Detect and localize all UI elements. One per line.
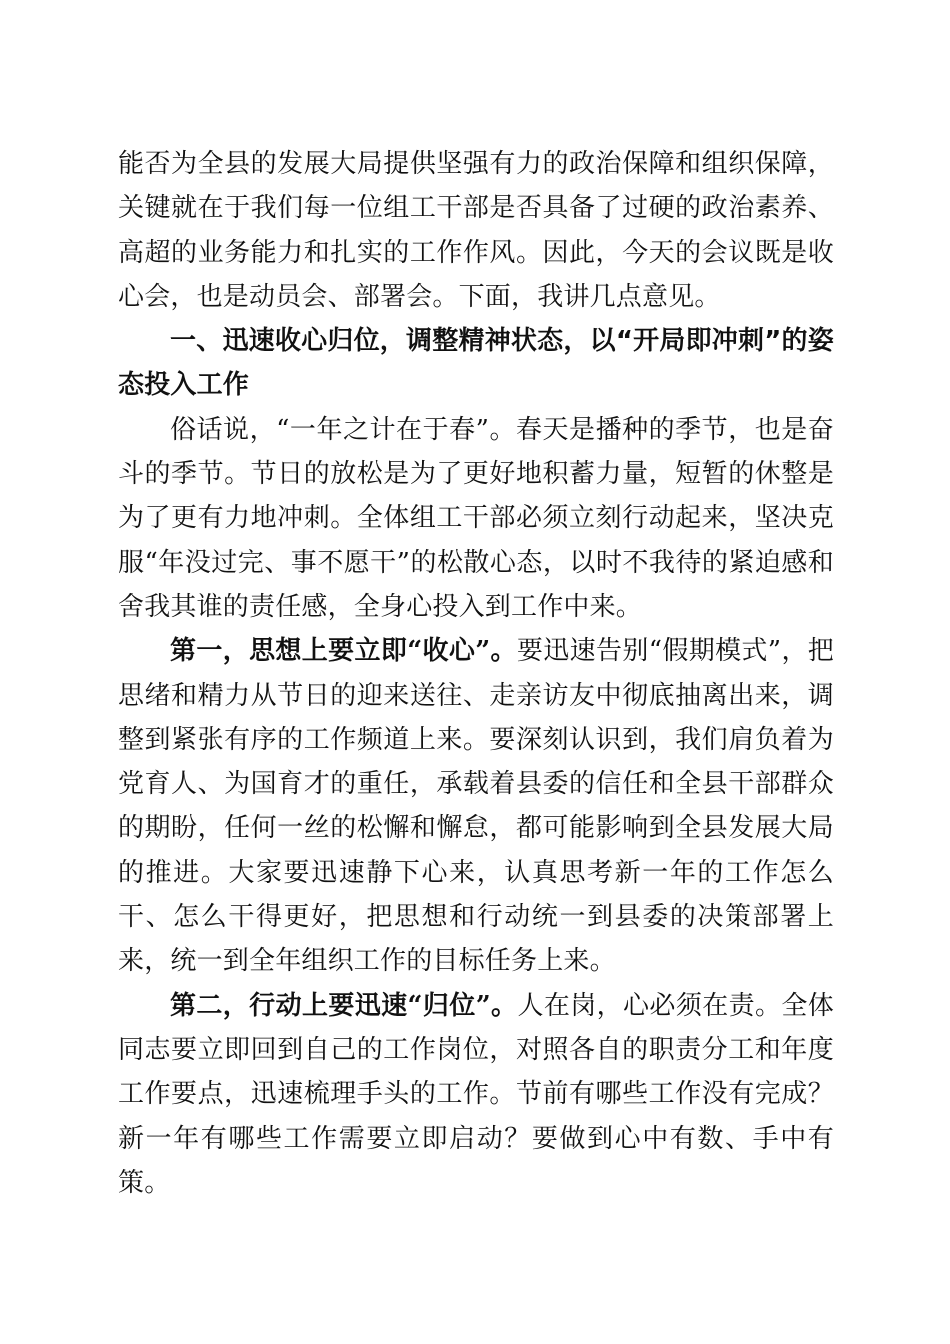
- second-point-lead: 第二，行动上要迅速“归位”。: [170, 990, 518, 1021]
- second-point-body: 人在岗，心必须在责。全体同志要立即回到自己的工作岗位，对照各自的职责分工和年度工作要点，迅速梳理手头的工作。节前有哪些工作没有完成？新一年有哪些工作需要立即启动？要做到心中有数、手中有策。: [118, 990, 834, 1198]
- paragraph-intro: 能否为全县的发展大局提供坚强有力的政治保障和组织保障，关键就在于我们每一位组工干部是否具备了过硬的政治素养、高超的业务能力和扎实的工作作风。因此，今天的会议既是收心会，也是动员会、部署会。下面，我讲几点意见。: [118, 149, 834, 312]
- paragraph-first-point: [118, 629, 834, 983]
- first-point-lead: 第一，思想上要立即“收心”。: [170, 636, 517, 667]
- document-body: [118, 142, 834, 1205]
- first-point-body: 要迅速告别“假期模式”，把思绪和精力从节日的迎来送往、走亲访友中彻底抽离出来，调整到紧张有序的工作频道上来。要深刻认识到，我们肩负着为党育人、为国育才的重任，承载着县委的信任和全县干部群众的期盼，任何一丝的松懈和懈怠，都可能影响到全县发展大局的推进。大家要迅速静下心来，认真思考新一年的工作怎么干、怎么干得更好，把思想和行动统一到县委的决策部署上来，统一到全年组织工作的目标任务上来。: [118, 636, 834, 977]
- paragraph-second-point: [118, 984, 834, 1205]
- section-heading-1: 一、迅速收心归位，调整精神状态，以“开局即冲刺”的姿态投入工作: [118, 326, 834, 401]
- paragraph-proverb: 俗话说，“一年之计在于春”。春天是播种的季节，也是奋斗的季节。节日的放松是为了更好地积蓄力量，短暂的休整是为了更有力地冲刺。全体组工干部必须立刻行动起来，坚决克服“年没过完、事不愿干”的松散心态，以时不我待的紧迫感和舍我其谁的责任感，全身心投入到工作中来。: [118, 414, 834, 622]
